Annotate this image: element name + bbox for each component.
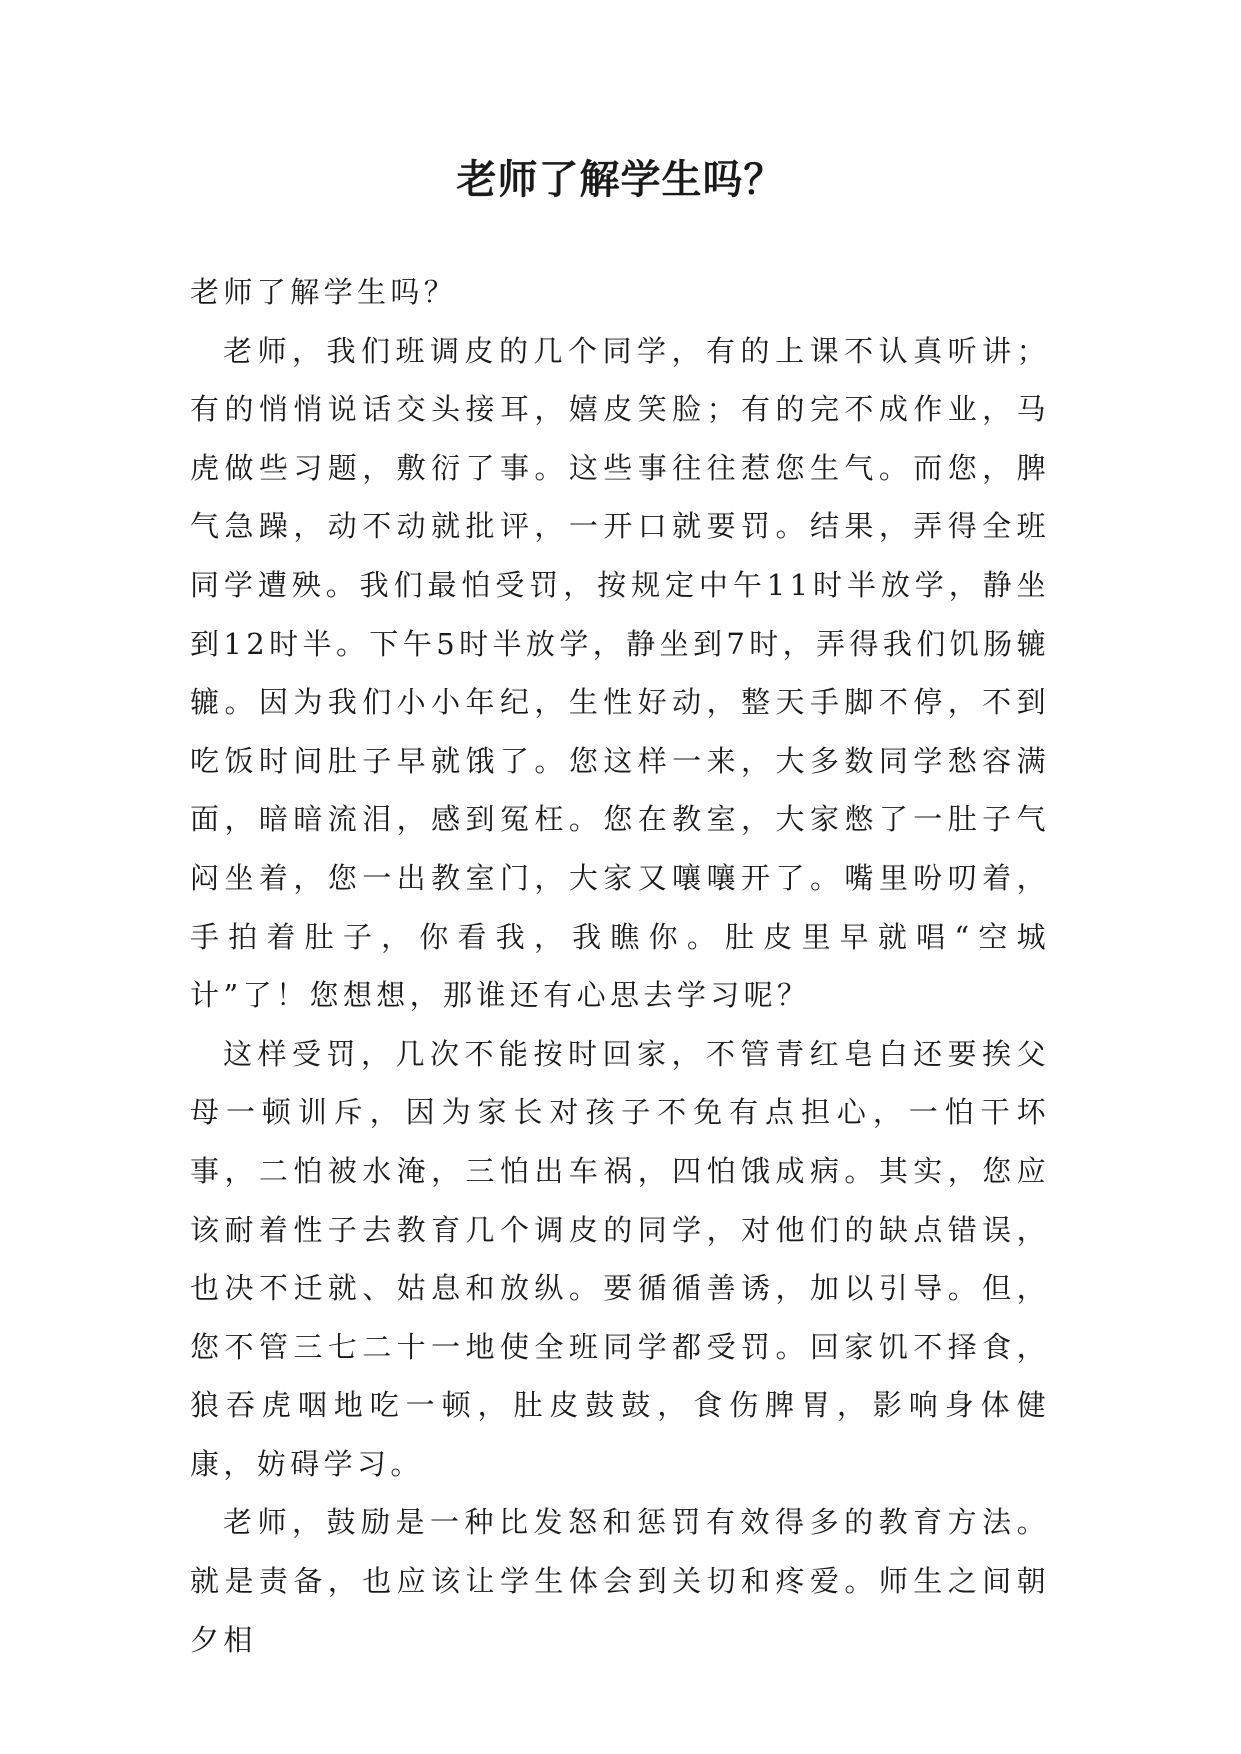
document-body: [190, 263, 1050, 1669]
paragraph: 老师，我们班调皮的几个同学，有的上课不认真听讲；有的悄悄说话交头接耳，嬉皮笑脸；有的完不成作业，马虎做些习题，敷衍了事。这些事往往惹您生气。而您，脾气急躁，动不动就批评，一开口就要罚。结果，弄得全班同学遭殃。我们最怕受罚，按规定中午11时半放学，静坐到12时半。下午5时半放学，静坐到7时，弄得我们饥肠辘辘。因为我们小小年纪，生性好动，整天手脚不停，不到吃饭时间肚子早就饿了。您这样一来，大多数同学愁容满面，暗暗流泪，感到冤枉。您在教室，大家憋了一肚子气闷坐着，您一出教室门，大家又嚷嚷开了。嘴里吩叨着，手拍着肚子，你看我，我瞧你。肚皮里早就唱“空城计”了！您想想，那谁还有心思去学习呢？: [190, 333, 1050, 1013]
paragraph: 这样受罚，几次不能按时回家，不管青红皂白还要挨父母一顿训斥，因为家长对孩子不免有点担心，一怕干坏事，二怕被水淹，三怕出车祸，四怕饿成病。其实，您应该耐着性子去教育几个调皮的同学，对他们的缺点错误，也决不迁就、姑息和放纵。要循循善诱，加以引导。但，您不管三七二十一地使全班同学都受罚。回家饥不择食，狼吞虎咽地吃一顿，肚皮鼓鼓，食伤脾胃，影响身体健康，妨碍学习。: [190, 1036, 1050, 1481]
paragraph-subtitle: 老师了解学生吗？: [190, 275, 458, 309]
paragraph: 老师，鼓励是一种比发怒和惩罚有效得多的教育方法。就是责备，也应该让学生体会到关切和疼爱。师生之间朝夕相: [190, 1505, 1050, 1657]
document-title: 老师了解学生吗？: [456, 156, 785, 203]
